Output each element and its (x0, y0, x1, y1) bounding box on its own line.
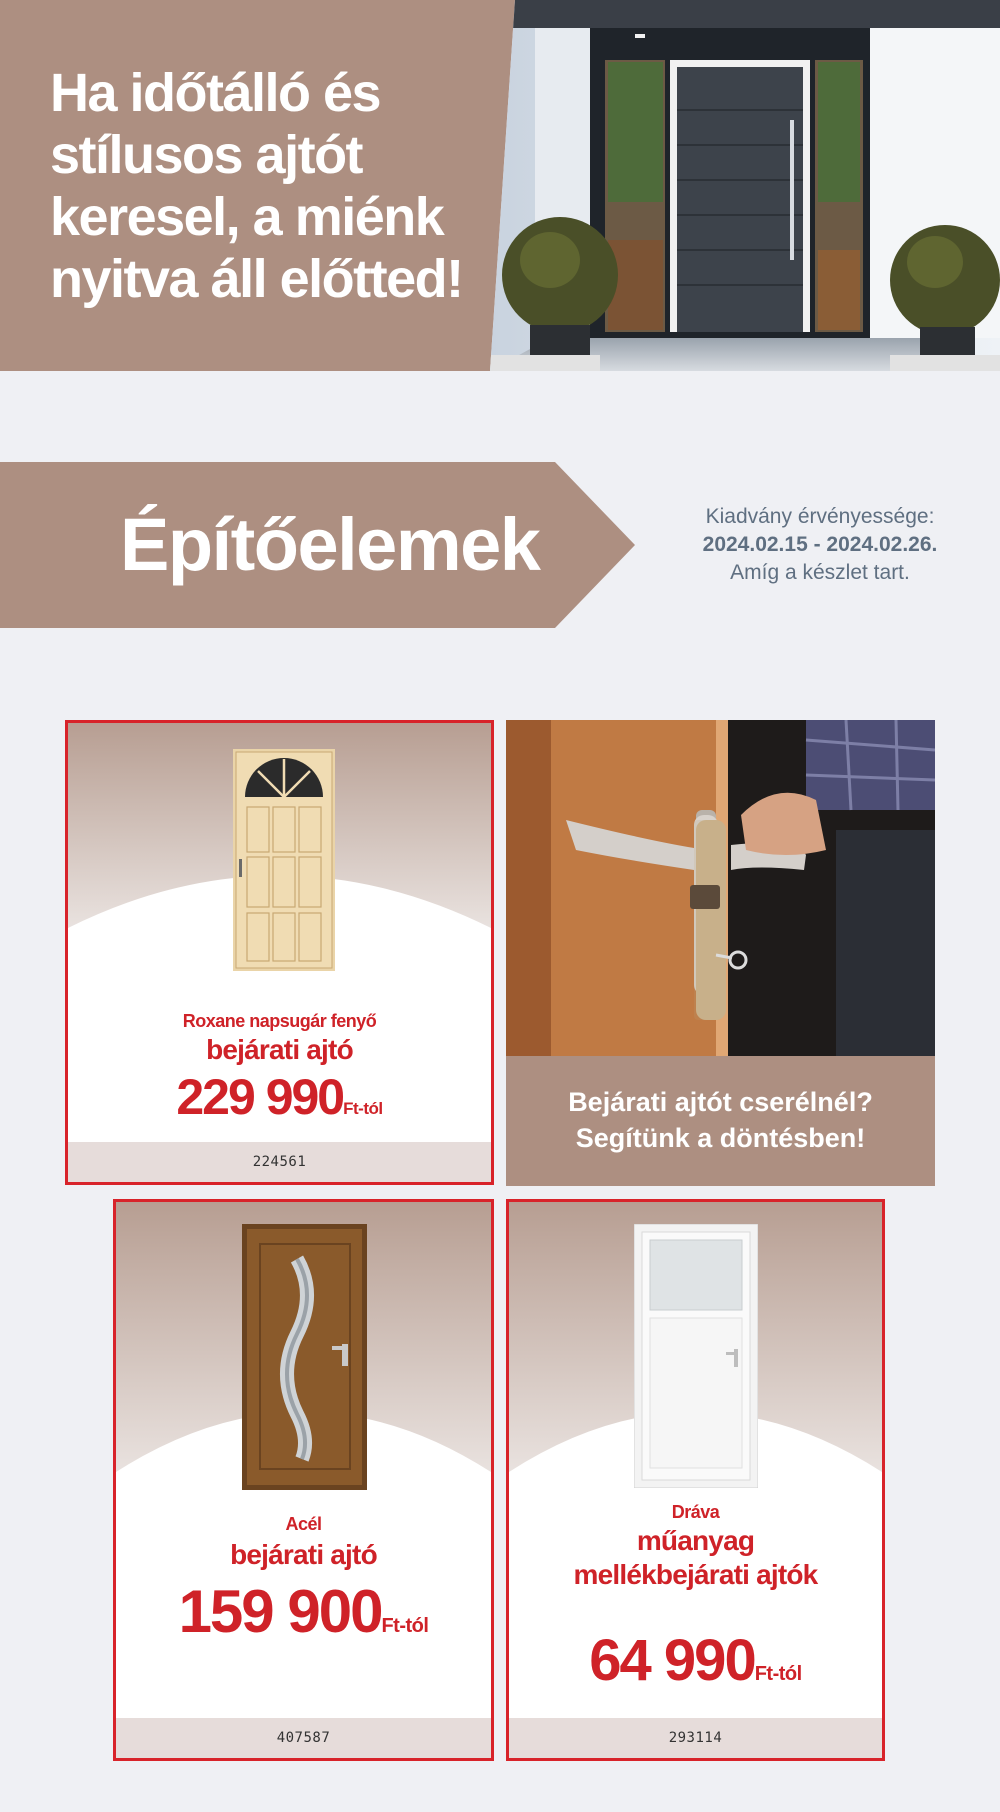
category-banner (0, 462, 635, 628)
product-name-line-2: bejárati ajtó (230, 1539, 377, 1570)
info-line-2: Segítünk a döntésben! (575, 1123, 866, 1153)
product-name (68, 1011, 491, 1066)
product-card-plastic-door[interactable] (506, 1199, 885, 1761)
price-value: 64 990 (589, 1628, 755, 1693)
price-suffix: Ft-tól (754, 1663, 802, 1685)
price-value: 229 990 (176, 1069, 344, 1125)
product-name-line-1: Roxane napsugár fenyő (182, 1011, 377, 1031)
validity-info (670, 503, 970, 587)
hero-door-photo (490, 0, 1000, 371)
validity-note: Amíg a készlet tart. (730, 561, 910, 584)
product-price (116, 1577, 491, 1646)
info-line-1: Bejárati ajtót cserélnél? (568, 1087, 873, 1117)
hero-headline (50, 62, 500, 310)
steel-door-image (242, 1224, 367, 1490)
price-suffix: Ft-tól (381, 1615, 429, 1637)
hero-section (0, 0, 1000, 371)
product-card-roxane[interactable] (65, 720, 494, 1185)
price-value: 159 900 (178, 1578, 382, 1645)
product-name (116, 1514, 491, 1571)
product-card-steel-door[interactable] (113, 1199, 494, 1761)
product-sku: 224561 (68, 1142, 491, 1182)
validity-label: Kiadvány érvényessége: (705, 505, 935, 528)
product-name-line-1: Dráva (671, 1502, 720, 1522)
product-sku: 407587 (116, 1718, 491, 1758)
info-caption (506, 1084, 935, 1156)
product-name (509, 1502, 882, 1591)
product-price (509, 1627, 882, 1694)
product-name-line-1: Acél (285, 1514, 322, 1534)
pine-door-image (233, 749, 335, 971)
door-handle-photo (506, 720, 935, 1056)
category-title: Építőelemek (120, 503, 540, 586)
product-name-line-2: bejárati ajtó (206, 1034, 353, 1065)
hero-line-2: stílusos ajtót (50, 125, 363, 185)
product-name-line-2: műanyag (636, 1525, 755, 1556)
product-price (68, 1068, 491, 1126)
validity-dates: 2024.02.15 - 2024.02.26. (702, 533, 938, 556)
hero-line-3: keresel, a miénk (50, 187, 444, 247)
info-card-help[interactable] (506, 720, 935, 1186)
hero-line-1: Ha időtálló és (50, 63, 381, 123)
hero-line-4: nyitva áll előtted! (50, 249, 463, 309)
product-sku: 293114 (509, 1718, 882, 1758)
product-name-line-3: mellékbejárati ajtók (573, 1559, 818, 1590)
plastic-door-image (634, 1224, 758, 1488)
price-suffix: Ft-tól (343, 1099, 383, 1118)
